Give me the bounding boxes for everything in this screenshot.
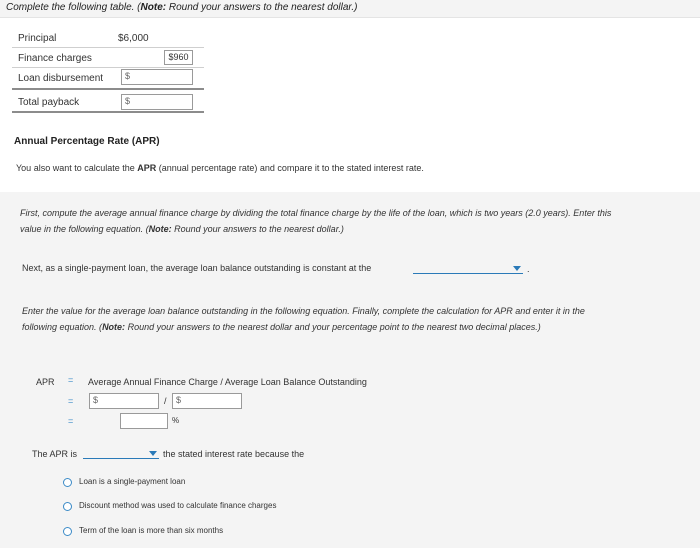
loan-balance-select[interactable] <box>413 263 523 274</box>
dollar-prefix: $ <box>93 395 99 405</box>
percent-sign: % <box>172 416 180 425</box>
total-payback-input[interactable] <box>121 94 193 110</box>
period: . <box>527 264 530 274</box>
instruction-bar <box>0 0 700 18</box>
dollar-prefix: $ <box>125 71 131 81</box>
finance-charges-label: Finance charges <box>18 53 92 64</box>
table-total-divider <box>12 88 204 90</box>
step3-instructions: Enter the value for the average loan balance outstanding in the following equation. Finally, complete the calculation for APR and enter it in the following equation. (Note: Round your answers to the nearest dollar and your percentage point to the nearest two decimal places.) <box>22 306 585 332</box>
avg-loan-balance-input[interactable] <box>172 393 242 409</box>
formula-text: Average Annual Finance Charge / Average Loan Balance Outstanding <box>88 377 367 387</box>
chevron-down-icon <box>149 451 157 456</box>
radio-single-payment[interactable] <box>63 478 72 487</box>
apr-is-text: The APR is <box>32 449 78 459</box>
step1-instructions: First, compute the average annual finance charge by dividing the total finance charge by the life of the loan, which is two years (2.0 years). Enter this value in the following equation. (Note: Round your answers to the nearest dollar.) <box>20 208 612 234</box>
dollar-prefix: $ <box>125 96 131 106</box>
apr-eq-label: APR <box>36 377 55 387</box>
divide-sign: / <box>164 396 167 406</box>
chevron-down-icon <box>513 266 521 271</box>
step2-text: Next, as a single-payment loan, the average loan balance outstanding is constant at the <box>22 263 372 273</box>
principal-value: $6,000 <box>118 33 149 44</box>
table-row-divider <box>12 47 204 48</box>
work-panel <box>0 192 700 548</box>
apr-intro: You also want to calculate the APR (annual percentage rate) and compare it to the stated interest rate. <box>16 163 424 173</box>
radio-term-six-months[interactable] <box>63 527 72 536</box>
apr-percent-input[interactable] <box>120 413 168 429</box>
principal-label: Principal <box>18 33 57 44</box>
finance-charges-value: $960 <box>164 50 193 65</box>
radio-discount-method[interactable] <box>63 502 72 511</box>
apr-comparison-select[interactable] <box>83 448 159 459</box>
loan-disbursement-label: Loan disbursement <box>18 73 104 84</box>
option-term-label: Term of the loan is more than six months <box>79 526 224 535</box>
loan-disbursement-input[interactable] <box>121 69 193 85</box>
option-single-payment-label: Loan is a single-payment loan <box>79 477 186 486</box>
table-row-divider <box>12 67 204 68</box>
option-discount-method-label: Discount method was used to calculate finance charges <box>79 501 277 510</box>
instruction-text: Complete the following table. (Note: Round your answers to the nearest dollar.) <box>6 2 358 13</box>
apr-heading: Annual Percentage Rate (APR) <box>14 136 160 147</box>
equals-sign: = <box>68 416 74 426</box>
equals-sign: = <box>68 375 74 385</box>
table-bottom-divider <box>12 111 204 113</box>
equals-sign: = <box>68 396 74 406</box>
comparison-reason-text: the stated interest rate because the <box>163 449 305 459</box>
avg-finance-charge-input[interactable] <box>89 393 159 409</box>
dollar-prefix: $ <box>176 395 182 405</box>
total-payback-label: Total payback <box>18 97 80 108</box>
